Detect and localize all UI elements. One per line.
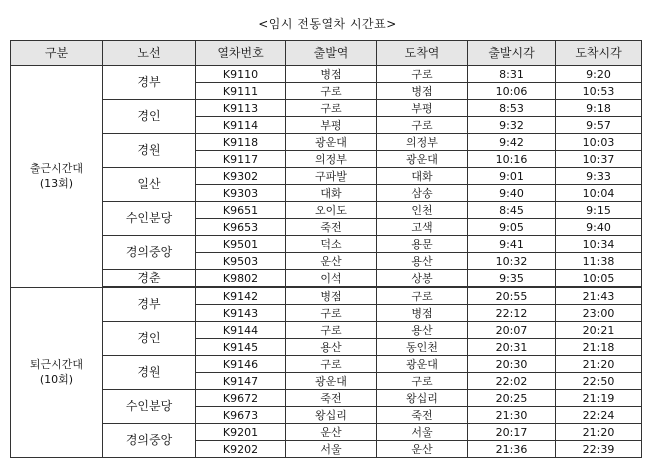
arrival-station-cell: 부평 [377,100,468,117]
arrival-time-cell: 21:18 [556,339,642,356]
departure-station-cell: 대화 [286,185,377,202]
table-row [11,390,642,407]
column-header: 도착역 [377,41,468,66]
departure-time-cell: 9:05 [468,219,556,236]
departure-station-cell: 구로 [286,83,377,100]
arrival-station-cell: 인천 [377,202,468,219]
column-header: 열차번호 [196,41,286,66]
train-number-cell: K9202 [196,441,286,458]
departure-station-cell: 용산 [286,339,377,356]
departure-time-cell: 8:31 [468,66,556,83]
train-number-cell: K9113 [196,100,286,117]
period-cell [11,287,103,458]
table-row [11,134,642,151]
period-label: 출근시간대 [29,162,84,176]
departure-time-cell: 9:40 [468,185,556,202]
arrival-station-cell: 의정부 [377,134,468,151]
departure-time-cell: 20:17 [468,424,556,441]
departure-time-cell: 20:07 [468,322,556,339]
arrival-station-cell: 서울 [377,424,468,441]
train-number-cell: K9110 [196,66,286,83]
arrival-time-cell: 21:20 [556,424,642,441]
table-row [11,270,642,288]
train-number-cell: K9653 [196,219,286,236]
departure-time-cell: 9:32 [468,117,556,134]
period-cell [11,66,103,288]
departure-time-cell: 20:30 [468,356,556,373]
arrival-station-cell: 죽전 [377,407,468,424]
arrival-time-cell: 11:38 [556,253,642,270]
train-number-cell: K9672 [196,390,286,407]
departure-time-cell: 10:06 [468,83,556,100]
train-number-cell: K9673 [196,407,286,424]
line-name-cell: 경부 [103,287,196,322]
arrival-time-cell: 9:18 [556,100,642,117]
table-row [11,236,642,253]
arrival-time-cell: 9:20 [556,66,642,83]
departure-time-cell: 21:30 [468,407,556,424]
arrival-station-cell: 병점 [377,83,468,100]
arrival-station-cell: 삼송 [377,185,468,202]
departure-time-cell: 8:45 [468,202,556,219]
departure-time-cell: 9:01 [468,168,556,185]
departure-station-cell: 부평 [286,117,377,134]
table-header-row [11,41,642,66]
train-number-cell: K9143 [196,305,286,322]
arrival-station-cell: 구로 [377,117,468,134]
arrival-time-cell: 22:24 [556,407,642,424]
arrival-time-cell: 21:19 [556,390,642,407]
table-row [11,202,642,219]
departure-station-cell: 죽전 [286,219,377,236]
arrival-time-cell: 20:21 [556,322,642,339]
arrival-time-cell: 9:57 [556,117,642,134]
train-number-cell: K9651 [196,202,286,219]
train-number-cell: K9114 [196,117,286,134]
table-row [11,322,642,339]
departure-station-cell: 구로 [286,100,377,117]
train-number-cell: K9503 [196,253,286,270]
line-name-cell: 경춘 [103,270,196,288]
arrival-time-cell: 10:03 [556,134,642,151]
column-header: 출발역 [286,41,377,66]
arrival-time-cell: 10:34 [556,236,642,253]
departure-station-cell: 구파발 [286,168,377,185]
departure-station-cell: 덕소 [286,236,377,253]
departure-time-cell: 10:32 [468,253,556,270]
departure-time-cell: 10:16 [468,151,556,168]
column-header: 노선 [103,41,196,66]
table-row [11,100,642,117]
arrival-time-cell: 10:05 [556,270,642,288]
arrival-time-cell: 21:20 [556,356,642,373]
page-title: <임시 전동열차 시간표> [258,17,397,31]
line-name-cell: 경인 [103,322,196,356]
line-name-cell: 수인분당 [103,390,196,424]
departure-station-cell: 서울 [286,441,377,458]
train-number-cell: K9303 [196,185,286,202]
arrival-time-cell: 9:33 [556,168,642,185]
arrival-time-cell: 10:53 [556,83,642,100]
arrival-station-cell: 용문 [377,236,468,253]
train-number-cell: K9501 [196,236,286,253]
departure-station-cell: 왕십리 [286,407,377,424]
timetable [10,40,642,458]
train-number-cell: K9201 [196,424,286,441]
column-header: 출발시각 [468,41,556,66]
train-number-cell: K9142 [196,287,286,305]
arrival-time-cell: 9:15 [556,202,642,219]
arrival-time-cell: 21:43 [556,287,642,305]
table-row [11,66,642,83]
train-number-cell: K9147 [196,373,286,390]
arrival-station-cell: 대화 [377,168,468,185]
line-name-cell: 경의중앙 [103,236,196,270]
arrival-station-cell: 용산 [377,253,468,270]
table-row [11,356,642,373]
train-number-cell: K9144 [196,322,286,339]
departure-station-cell: 운산 [286,253,377,270]
departure-station-cell: 구로 [286,305,377,322]
line-name-cell: 경원 [103,356,196,390]
period-count: (10회) [39,373,74,387]
arrival-time-cell: 9:40 [556,219,642,236]
arrival-station-cell: 운산 [377,441,468,458]
column-header: 구분 [11,41,103,66]
arrival-station-cell: 병점 [377,305,468,322]
arrival-station-cell: 구로 [377,66,468,83]
departure-station-cell: 의정부 [286,151,377,168]
departure-station-cell: 운산 [286,424,377,441]
departure-station-cell: 구로 [286,356,377,373]
departure-station-cell: 광운대 [286,373,377,390]
train-number-cell: K9117 [196,151,286,168]
arrival-station-cell: 상봉 [377,270,468,288]
train-number-cell: K9145 [196,339,286,356]
departure-time-cell: 21:36 [468,441,556,458]
train-number-cell: K9802 [196,270,286,288]
arrival-station-cell: 고색 [377,219,468,236]
line-name-cell: 경인 [103,100,196,134]
arrival-time-cell: 22:39 [556,441,642,458]
train-number-cell: K9302 [196,168,286,185]
table-row [11,424,642,441]
line-name-cell: 경의중앙 [103,424,196,458]
departure-station-cell: 죽전 [286,390,377,407]
departure-time-cell: 8:53 [468,100,556,117]
arrival-station-cell: 용산 [377,322,468,339]
departure-time-cell: 20:25 [468,390,556,407]
departure-time-cell: 20:55 [468,287,556,305]
table-row [11,168,642,185]
arrival-time-cell: 22:50 [556,373,642,390]
train-number-cell: K9111 [196,83,286,100]
arrival-time-cell: 10:04 [556,185,642,202]
arrival-time-cell: 23:00 [556,305,642,322]
train-number-cell: K9146 [196,356,286,373]
train-number-cell: K9118 [196,134,286,151]
departure-station-cell: 오이도 [286,202,377,219]
arrival-station-cell: 왕십리 [377,390,468,407]
departure-time-cell: 22:12 [468,305,556,322]
arrival-station-cell: 동인천 [377,339,468,356]
line-name-cell: 수인분당 [103,202,196,236]
line-name-cell: 일산 [103,168,196,202]
departure-time-cell: 9:35 [468,270,556,288]
arrival-time-cell: 10:37 [556,151,642,168]
column-header: 도착시각 [556,41,642,66]
arrival-station-cell: 광운대 [377,356,468,373]
departure-station-cell: 광운대 [286,134,377,151]
departure-time-cell: 20:31 [468,339,556,356]
period-count: (13회) [39,177,74,191]
arrival-station-cell: 구로 [377,373,468,390]
departure-time-cell: 22:02 [468,373,556,390]
period-label: 퇴근시간대 [29,358,84,372]
departure-time-cell: 9:42 [468,134,556,151]
departure-station-cell: 병점 [286,66,377,83]
line-name-cell: 경원 [103,134,196,168]
line-name-cell: 경부 [103,66,196,100]
table-row [11,287,642,305]
departure-station-cell: 병점 [286,287,377,305]
arrival-station-cell: 구로 [377,287,468,305]
departure-station-cell: 이석 [286,270,377,288]
arrival-station-cell: 광운대 [377,151,468,168]
timetable-body [11,66,642,458]
departure-time-cell: 9:41 [468,236,556,253]
departure-station-cell: 구로 [286,322,377,339]
